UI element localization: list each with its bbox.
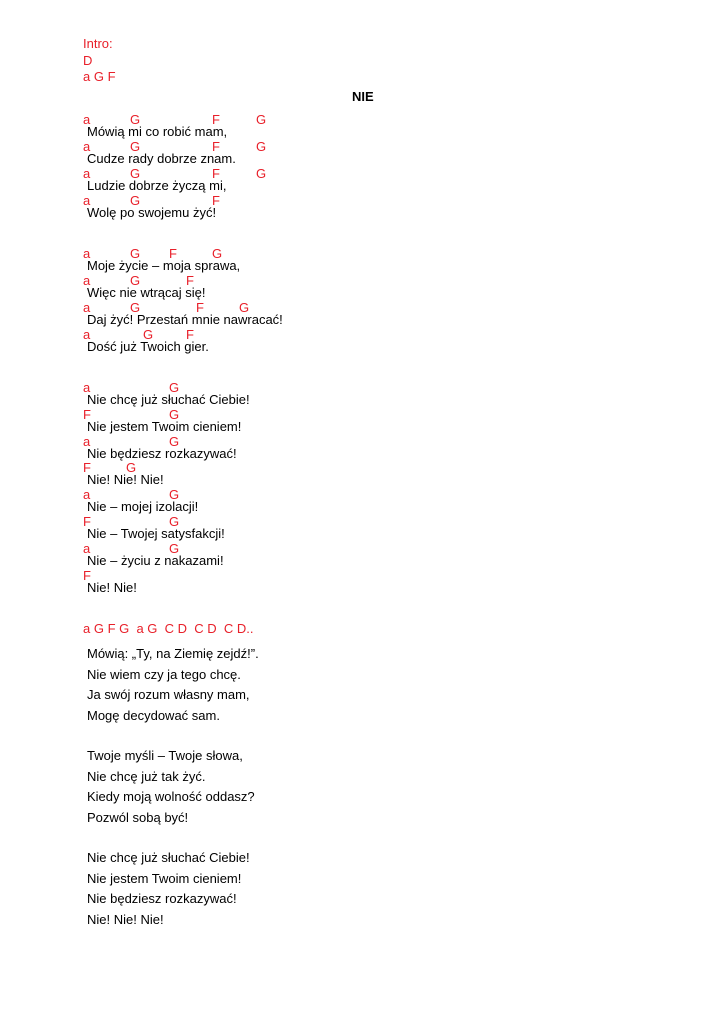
lyric-line: Nie chcę już tak żyć. — [87, 769, 206, 784]
chord: F — [212, 112, 220, 127]
lyric-line: Nie wiem czy ja tego chcę. — [87, 667, 241, 682]
lyric-line: Więc nie wtrącaj się! — [87, 285, 206, 300]
chord: F — [186, 327, 194, 342]
lyric-line: Twoje myśli – Twoje słowa, — [87, 748, 243, 763]
chord: G — [256, 139, 267, 154]
chord: F — [83, 407, 91, 422]
chord: a — [83, 139, 91, 154]
chord: F — [196, 300, 204, 315]
chord: F — [212, 193, 220, 208]
chord: G — [256, 112, 267, 127]
chord: a — [83, 193, 91, 208]
lyric-line: Ludzie dobrze życzą mi, — [87, 178, 227, 193]
chord: G — [169, 407, 180, 422]
chord: a — [83, 327, 91, 342]
lyric-line: Mówią: „Ty, na Ziemię zejdź!”. — [87, 646, 259, 661]
lyric-line: Nie! Nie! Nie! — [87, 472, 164, 487]
chord: a — [83, 166, 91, 181]
interlude-chords: a G F G a G C D C D C D.. — [83, 621, 254, 636]
intro-chord-line: a G F — [83, 69, 116, 84]
chord: F — [212, 139, 220, 154]
chord: F — [83, 568, 91, 583]
chord: a — [83, 112, 91, 127]
chord: G — [130, 166, 141, 181]
chord: a — [83, 434, 91, 449]
chord: G — [130, 193, 141, 208]
chord: G — [169, 514, 180, 529]
lyric-line: Cudze rady dobrze znam. — [87, 151, 236, 166]
chord: G — [130, 273, 141, 288]
chord: a — [83, 487, 91, 502]
song-title: NIE — [352, 89, 374, 104]
lyric-line: Nie – mojej izolacji! — [87, 499, 199, 514]
lyric-line: Moje życie – moja sprawa, — [87, 258, 241, 273]
lyric-line: Mogę decydować sam. — [87, 708, 220, 723]
chord: G — [169, 541, 180, 556]
chord: F — [83, 460, 91, 475]
chord: G — [130, 300, 141, 315]
chord: G — [143, 327, 154, 342]
lyric-line: Nie – Twojej satysfakcji! — [87, 526, 225, 541]
intro-chord-line: D — [83, 53, 93, 68]
chord: G — [169, 487, 180, 502]
chord: a — [83, 380, 91, 395]
chord: G — [126, 460, 137, 475]
lyric-line: Pozwól sobą być! — [87, 810, 189, 825]
lyric-line: Nie! Nie! Nie! — [87, 912, 164, 927]
lyric-line: Ja swój rozum własny mam, — [87, 687, 250, 702]
chord: a — [83, 300, 91, 315]
lyric-line: Nie jestem Twoim cieniem! — [87, 871, 242, 886]
chord: G — [169, 434, 180, 449]
chord: F — [83, 514, 91, 529]
lyric-line: Daj żyć! Przestań mnie nawracać! — [87, 312, 283, 327]
chord: G — [130, 246, 141, 261]
chord: F — [186, 273, 194, 288]
chord: G — [130, 139, 141, 154]
chord: G — [130, 112, 141, 127]
lyric-line: Nie będziesz rozkazywać! — [87, 891, 237, 906]
chord: a — [83, 246, 91, 261]
lyric-line: Nie jestem Twoim cieniem! — [87, 419, 242, 434]
lyric-line: Dość już Twoich gier. — [87, 339, 209, 354]
chord: F — [212, 166, 220, 181]
lyric-line: Kiedy moją wolność oddasz? — [87, 789, 255, 804]
chord: G — [212, 246, 223, 261]
chord: F — [169, 246, 177, 261]
intro-label: Intro: — [83, 36, 113, 51]
lyric-line: Nie będziesz rozkazywać! — [87, 446, 237, 461]
chord: a — [83, 273, 91, 288]
lyric-line: Wolę po swojemu żyć! — [87, 205, 217, 220]
lyric-line: Nie – życiu z nakazami! — [87, 553, 224, 568]
lyric-line: Mówią mi co robić mam, — [87, 124, 228, 139]
chord: G — [256, 166, 267, 181]
lyric-line: Nie chcę już słuchać Ciebie! — [87, 850, 250, 865]
chord: G — [169, 380, 180, 395]
chord: a — [83, 541, 91, 556]
chord: G — [239, 300, 250, 315]
lyric-line: Nie chcę już słuchać Ciebie! — [87, 392, 250, 407]
lyric-line: Nie! Nie! — [87, 580, 137, 595]
